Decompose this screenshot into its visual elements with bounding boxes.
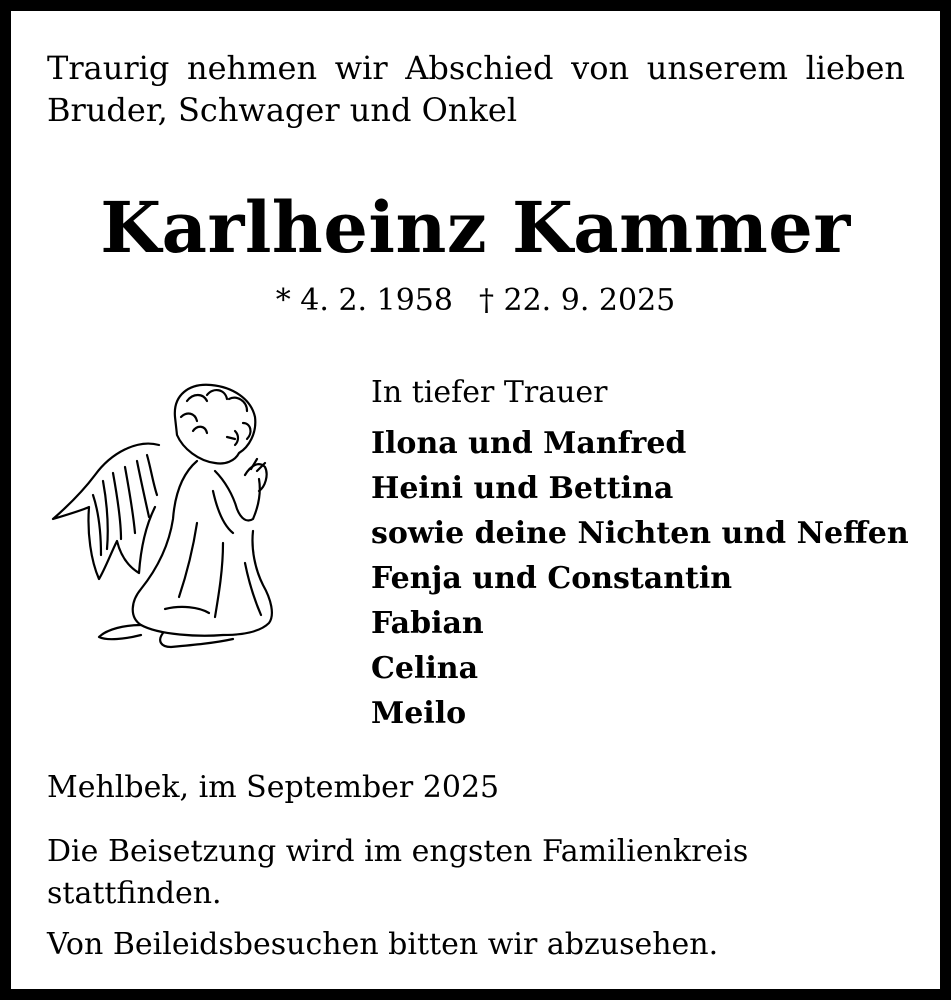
life-dates	[11, 281, 940, 321]
birth-date: * 4. 2. 1958	[275, 283, 453, 318]
mourner-name: Ilona und Manfred	[371, 426, 687, 461]
mourning-phrase: In tiefer Trauer	[371, 375, 608, 410]
death-date: † 22. 9. 2025	[478, 283, 676, 318]
mourners-block	[371, 371, 931, 736]
intro-text	[47, 47, 905, 131]
intro-line-2: Bruder, Schwager und Onkel	[47, 91, 518, 129]
mourner-name: Celina	[371, 651, 479, 686]
notice-line: Von Beileidsbesuchen bitten wir abzusehen.	[47, 927, 719, 962]
mourner-name: Meilo	[371, 696, 467, 731]
praying-angel-icon	[47, 373, 282, 658]
deceased-name: Karlheinz Kammer	[100, 186, 851, 269]
intro-word: nehmen	[187, 49, 318, 87]
intro-word: von	[571, 49, 630, 87]
notice-line: stattfinden.	[47, 876, 222, 911]
funeral-notice	[47, 831, 907, 966]
mourner-name: sowie deine Nichten und Neffen	[371, 516, 909, 551]
intro-word: lieben	[805, 49, 905, 87]
place-and-date: Mehlbek, im September 2025	[47, 770, 500, 805]
intro-word: Abschied	[405, 49, 554, 87]
intro-word: Traurig	[47, 49, 170, 87]
intro-line-1	[47, 47, 905, 89]
intro-word: unserem	[646, 49, 788, 87]
mourner-name: Heini und Bettina	[371, 471, 674, 506]
mourner-name: Fabian	[371, 606, 484, 641]
notice-line: Die Beisetzung wird im engsten Familienkreis	[47, 834, 749, 869]
mourner-name: Fenja und Constantin	[371, 561, 733, 596]
intro-word: wir	[334, 49, 388, 87]
mourners-list	[371, 421, 931, 736]
